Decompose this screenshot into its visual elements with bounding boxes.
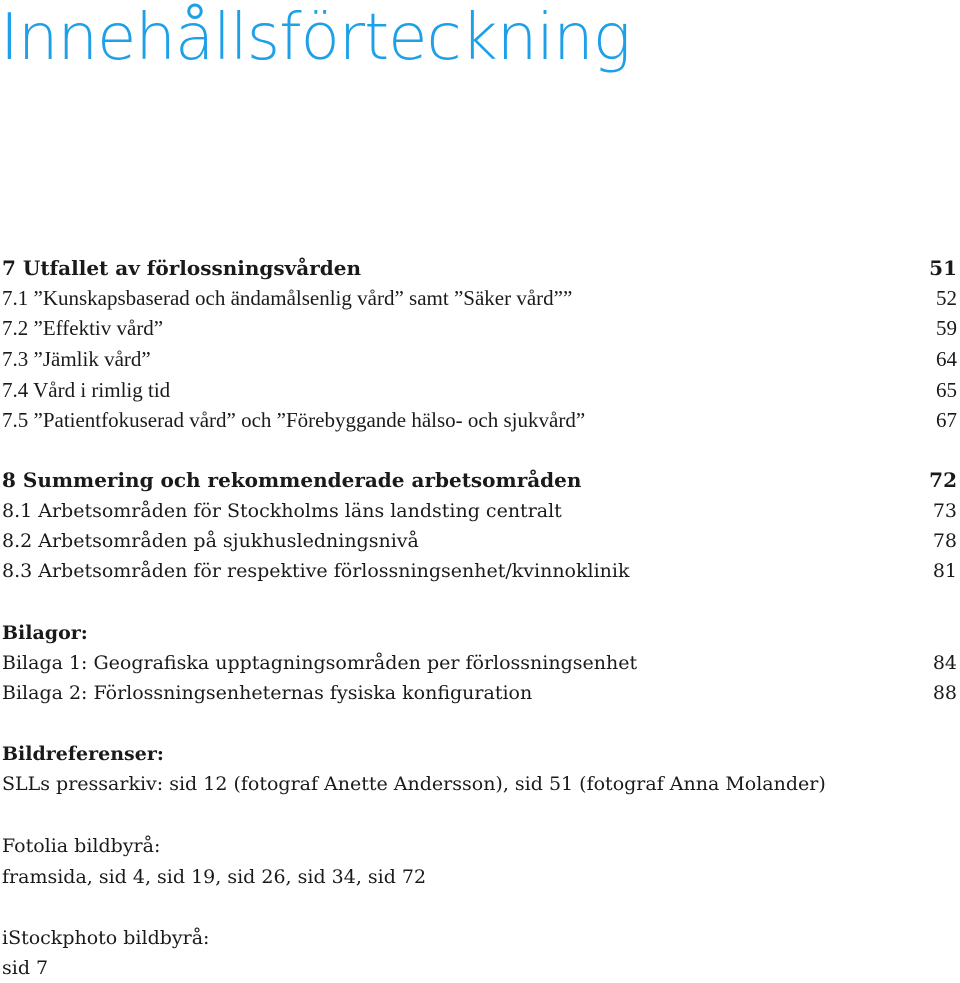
toc-label: 7.2 ”Effektiv vård” [2,316,164,340]
toc-item-7-4[interactable] [2,378,957,403]
toc-item-7-3[interactable] [2,347,957,372]
toc-page: 88 [932,682,957,704]
page-title: Innehållsförteckning [0,1,631,75]
image-refs-heading: Bildreferenser: [2,743,164,765]
toc-label: 7.1 ”Kunskapsbaserad och ändamålsenlig vård” samt ”Säker vård”” [2,286,573,310]
toc-page: 51 [929,256,957,280]
toc-page: 59 [936,316,957,340]
toc-item-7-2[interactable] [2,316,957,341]
toc-page: 84 [932,652,957,674]
toc-appendix-1[interactable] [2,652,957,674]
toc-item-7-1[interactable] [2,286,957,311]
toc-page: 81 [932,560,957,582]
image-ref-fotolia-pages: framsida, sid 4, sid 19, sid 26, sid 34, sid 72 [2,866,427,888]
toc-page: 67 [936,408,957,432]
toc-item-8-2[interactable] [2,530,957,552]
image-ref-fotolia-label: Fotolia bildbyrå: [2,835,161,857]
toc-page: 78 [932,530,957,552]
image-ref-istock-pages: sid 7 [2,957,49,979]
toc-item-8-1[interactable] [2,500,957,522]
toc-page: 72 [929,468,957,492]
appendices-heading: Bilagor: [2,622,88,644]
toc-page: 64 [936,347,957,371]
toc-label: Bilaga 2: Förlossningsenheternas fysiska konfiguration [2,682,533,704]
toc-page: 52 [936,286,957,310]
toc-appendix-2[interactable] [2,682,957,704]
toc-item-7-5[interactable] [2,408,957,433]
toc-chapter-7[interactable] [2,256,957,280]
toc-label: 7.5 ”Patientfokuserad vård” och ”Förebyggande hälso- och sjukvård” [2,408,586,432]
toc-label: 8.2 Arbetsområden på sjukhusledningsnivå [2,530,419,552]
toc-label: 7.3 ”Jämlik vård” [2,347,151,371]
image-ref-istock-label: iStockphoto bildbyrå: [2,927,210,949]
toc-label: Bilaga 1: Geografiska upptagningsområden per förlossningsenhet [2,652,638,674]
image-ref-sll: SLLs pressarkiv: sid 12 (fotograf Anette Andersson), sid 51 (fotograf Anna Molander) [2,773,826,795]
toc-label: 8.3 Arbetsområden för respektive förlossningsenhet/kvinnoklinik [2,560,630,582]
toc-label: 8 Summering och rekommenderade arbetsområden [2,468,582,492]
toc-label: 7 Utfallet av förlossningsvården [2,256,362,280]
toc-chapter-8[interactable] [2,468,957,492]
toc-page: 65 [936,378,957,402]
toc-page: 73 [932,500,957,522]
toc-item-8-3[interactable] [2,560,957,582]
toc-label: 8.1 Arbetsområden för Stockholms läns landsting centralt [2,500,562,522]
toc-label: 7.4 Vård i rimlig tid [2,378,171,402]
